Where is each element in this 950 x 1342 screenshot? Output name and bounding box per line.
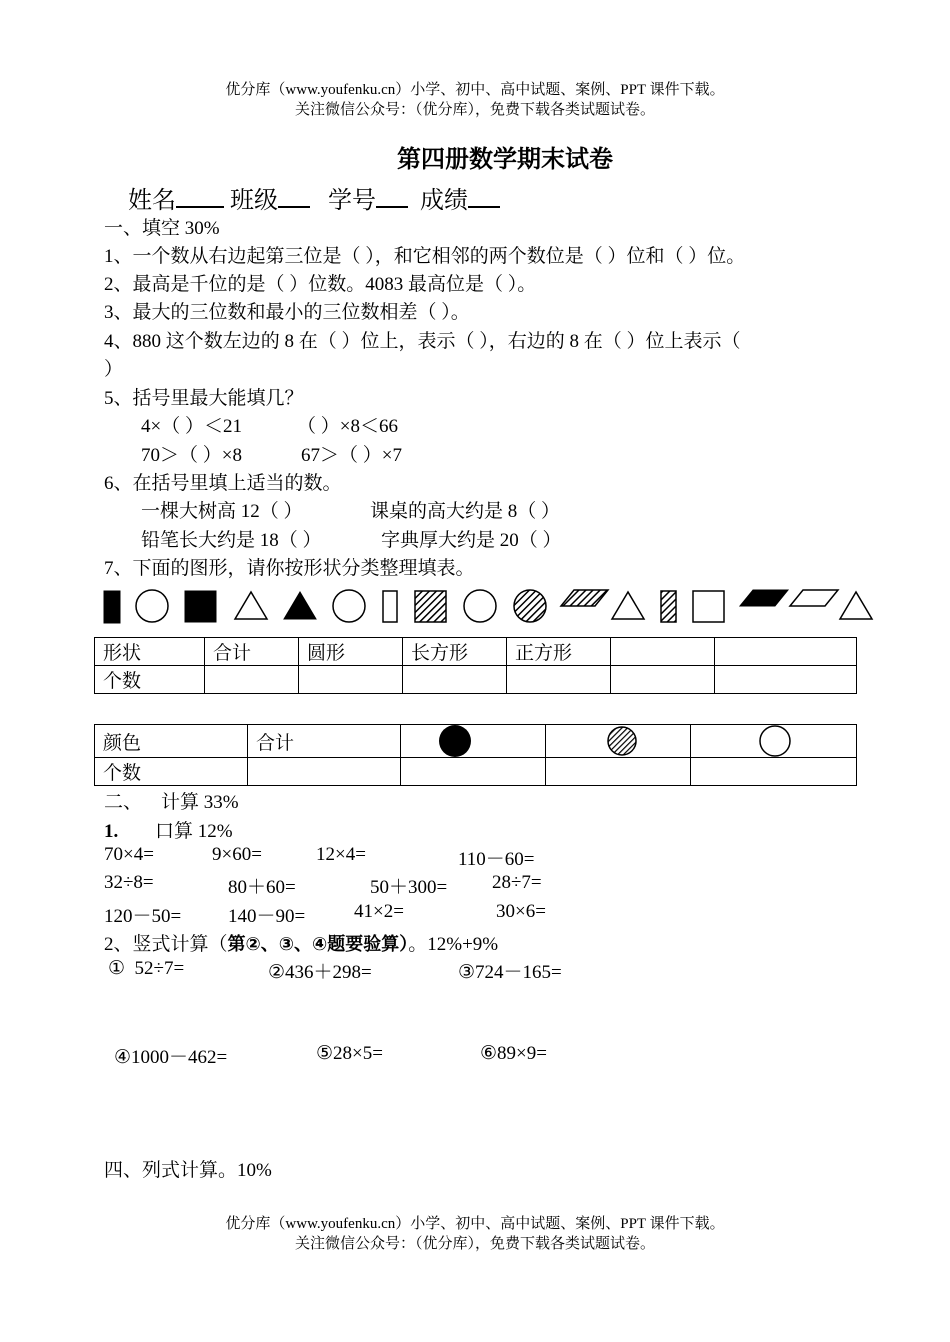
- question-6c: 铅笔长大约是 18（ ）: [141, 530, 322, 551]
- footer-line-1: 优分库（www.youfenku.cn）小学、初中、高中试题、案例、PPT 课件下载。: [225, 1216, 725, 1232]
- vertical-calc-note: 第②、③、④题要验算）: [227, 934, 409, 955]
- table-cell: [611, 638, 715, 666]
- white-circle-icon: [464, 590, 496, 622]
- vertical-calc-item: ① 52÷7=: [108, 958, 185, 979]
- question-6b: 课桌的高大约是 8（ ）: [370, 501, 561, 522]
- header-line-1: 优分库（www.youfenku.cn）小学、初中、高中试题、案例、PPT 课件下载。: [225, 82, 725, 98]
- class-label: 班级: [230, 188, 278, 214]
- vertical-calc-prefix: 2、竖式计算（: [104, 934, 228, 955]
- answer-cell[interactable]: [691, 758, 857, 786]
- vertical-calc-suffix: 。12%+9%: [408, 934, 499, 955]
- question-5b: （ ）×8＜66: [297, 416, 398, 437]
- calc-item: 50＋300=: [370, 877, 448, 898]
- table-cell: 个数: [95, 666, 205, 694]
- calc-item: 28÷7=: [492, 872, 542, 893]
- table-cell: [401, 725, 546, 758]
- vertical-calc-item: ②436＋298=: [268, 962, 372, 983]
- question-5d: 67＞（ ）×7: [301, 445, 402, 466]
- question-4: 4、880 这个数左边的 8 在（ ）位上，表示（ ），右边的 8 在（ ）位上表示（: [104, 331, 741, 352]
- white-circle-icon: [757, 725, 793, 757]
- question-6d: 字典厚大约是 20（ ）: [381, 530, 562, 551]
- score-blank[interactable]: [468, 184, 500, 208]
- section4-heading: 四、列式计算。10%: [104, 1160, 272, 1181]
- hatched-circle-icon: [606, 726, 638, 756]
- table-cell: 合计: [205, 638, 299, 666]
- table-cell: 合计: [248, 725, 401, 758]
- header-line-2: 关注微信公众号：（优分库），免费下载各类试题试卷。: [294, 102, 655, 118]
- table-row: [95, 638, 857, 666]
- name-blank[interactable]: [176, 184, 224, 208]
- vertical-calc-item: ④1000－462=: [114, 1047, 228, 1068]
- vertical-calc-item: ⑥89×9=: [480, 1043, 547, 1064]
- oral-calc-title: 口算 12%: [155, 821, 233, 842]
- color-count-table: [94, 724, 857, 786]
- answer-cell[interactable]: [403, 666, 507, 694]
- table-cell: [715, 638, 857, 666]
- question-6: 6、在括号里填上适当的数。: [104, 473, 342, 494]
- answer-cell[interactable]: [401, 758, 546, 786]
- question-4-continued: ）: [104, 359, 124, 380]
- page-title: 第四册数学期末试卷: [397, 145, 613, 173]
- table-cell: 长方形: [403, 638, 507, 666]
- table-row: [95, 758, 857, 786]
- question-6a: 一棵大树高 12（ ）: [141, 501, 303, 522]
- calc-item: 80＋60=: [228, 877, 296, 898]
- question-5a: 4×（ ）＜21: [141, 416, 242, 437]
- answer-cell[interactable]: [248, 758, 401, 786]
- white-triangle-icon: [612, 592, 644, 619]
- black-triangle-icon: [284, 592, 316, 619]
- table-row: [95, 666, 857, 694]
- student-info: [128, 180, 500, 215]
- question-1: 1、一个数从右边起第三位是（ ），和它相邻的两个数位是（ ）位和（ ）位。: [104, 246, 746, 267]
- black-circle-icon: [437, 725, 473, 757]
- hatched-circle-icon: [514, 590, 546, 622]
- vertical-calc-item: ③724－165=: [458, 962, 562, 983]
- calc-item: 70×4=: [104, 844, 154, 865]
- section1-heading: 一、填空 30%: [104, 218, 220, 239]
- number-label: 学号: [328, 188, 376, 214]
- table-cell: 个数: [95, 758, 248, 786]
- calc-item: 9×60=: [212, 844, 262, 865]
- calc-item: 140－90=: [228, 906, 306, 927]
- black-square-icon: [185, 591, 216, 622]
- footer-line-2: 关注微信公众号：（优分库），免费下载各类试题试卷。: [294, 1236, 655, 1252]
- white-square-icon: [693, 591, 724, 622]
- black-parallelogram-icon: [740, 590, 788, 606]
- shape-count-table: [94, 637, 857, 694]
- calc-item: 30×6=: [496, 901, 546, 922]
- table-cell: [691, 725, 857, 758]
- question-3: 3、最大的三位数和最小的三位数相差（ ）。: [104, 302, 470, 323]
- black-rectangle-icon: [104, 591, 120, 623]
- answer-cell[interactable]: [299, 666, 403, 694]
- number-blank[interactable]: [376, 184, 408, 208]
- answer-cell[interactable]: [507, 666, 611, 694]
- answer-cell[interactable]: [546, 758, 691, 786]
- vertical-calc-heading: [104, 929, 498, 956]
- score-label: 成绩: [420, 188, 468, 214]
- question-5c: 70＞（ ）×8: [141, 445, 242, 466]
- question-2: 2、最高是千位的是（ ）位数。4083 最高位是（ ）。: [104, 274, 537, 295]
- table-cell: 颜色: [95, 725, 248, 758]
- hatched-rectangle-icon: [661, 591, 676, 622]
- table-cell: [546, 725, 691, 758]
- section2-heading: 二、 计算 33%: [104, 792, 239, 813]
- answer-cell[interactable]: [611, 666, 715, 694]
- table-cell: 圆形: [299, 638, 403, 666]
- table-cell: 形状: [95, 638, 205, 666]
- hatched-parallelogram-icon: [561, 590, 608, 606]
- white-circle-icon: [333, 590, 365, 622]
- answer-cell[interactable]: [205, 666, 299, 694]
- question-7: 7、下面的图形，请你按形状分类整理填表。: [104, 558, 475, 579]
- calc-item: 110－60=: [458, 849, 535, 870]
- calc-item: 12×4=: [316, 844, 366, 865]
- answer-cell[interactable]: [715, 666, 857, 694]
- calc-item: 32÷8=: [104, 872, 154, 893]
- shapes-row: [96, 584, 886, 628]
- white-parallelogram-icon: [790, 590, 838, 606]
- question-5: 5、括号里最大能填几？: [104, 388, 304, 409]
- name-label: 姓名: [128, 188, 176, 214]
- white-triangle-icon: [840, 592, 872, 619]
- table-cell: 正方形: [507, 638, 611, 666]
- white-triangle-icon: [235, 592, 267, 619]
- calc-item: 41×2=: [354, 901, 404, 922]
- oral-calc-heading: [104, 816, 233, 843]
- oral-calc-number: 1.: [104, 821, 119, 842]
- vertical-calc-item: ⑤28×5=: [316, 1043, 383, 1064]
- calc-item: 120－50=: [104, 906, 182, 927]
- table-row: [95, 725, 857, 758]
- white-circle-icon: [136, 590, 168, 622]
- hatched-square-icon: [415, 591, 446, 622]
- white-rectangle-icon: [383, 591, 397, 622]
- class-blank[interactable]: [278, 184, 310, 208]
